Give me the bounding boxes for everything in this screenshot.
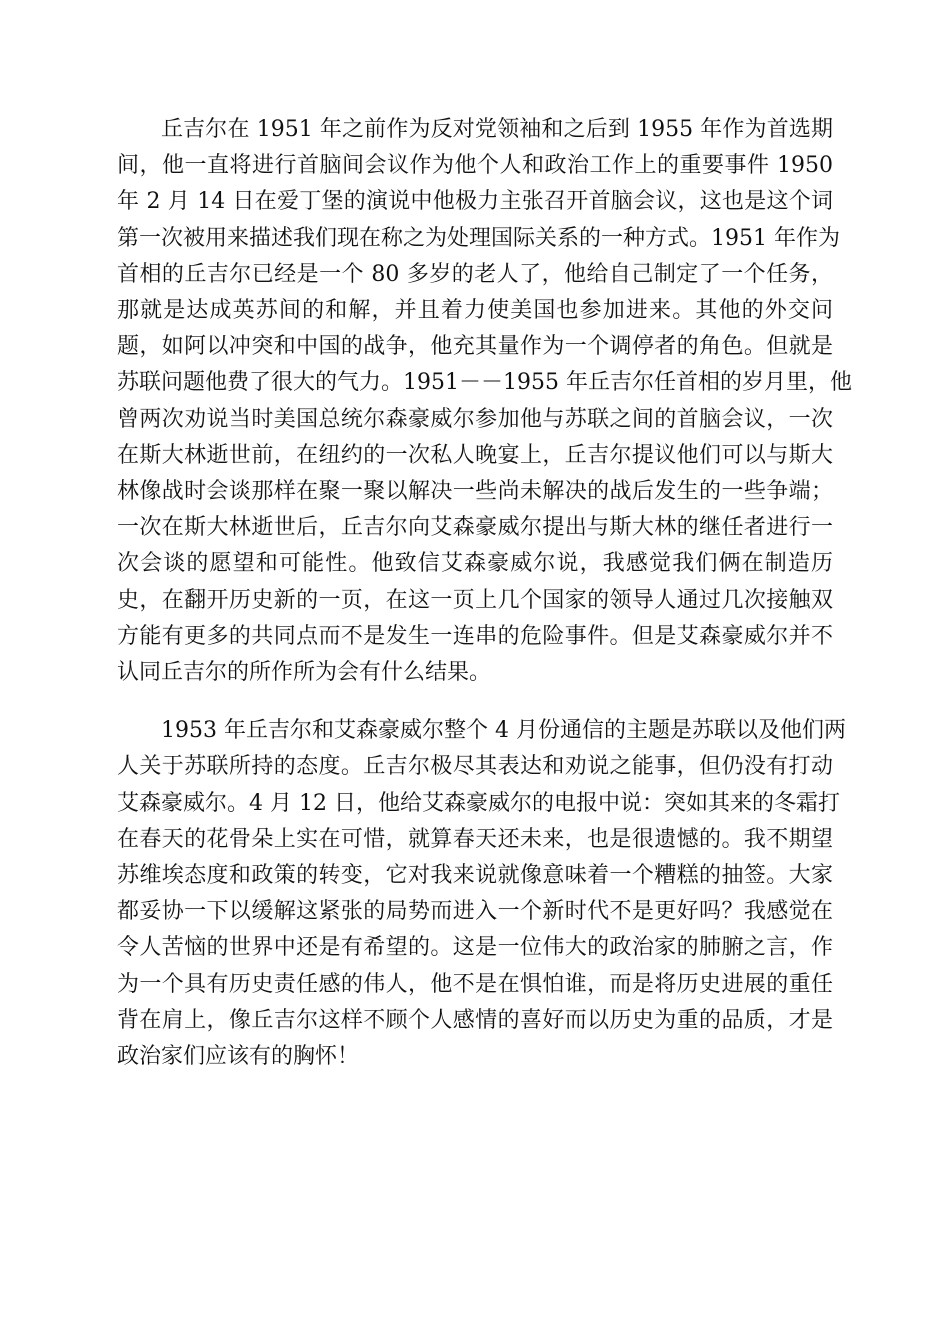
text-line: 首相的丘吉尔已经是一个 80 多岁的老人了，他给自己制定了一个任务，	[117, 261, 833, 287]
text-line: 1953 年丘吉尔和艾森豪威尔整个 4 月份通信的主题是苏联以及他们两	[161, 718, 846, 744]
text-line: 认同丘吉尔的所作所为会有什么结果。	[117, 660, 492, 686]
text-line: 在春天的花骨朵上实在可惜，就算春天还未来，也是很遗憾的。我不期望	[117, 826, 833, 852]
text-line: 一次在斯大林逝世后，丘吉尔向艾森豪威尔提出与斯大林的继任者进行一	[117, 515, 833, 541]
text-line: 间，他一直将进行首脑间会议作为他个人和政治工作上的重要事件 1950	[117, 153, 833, 179]
text-line: 曾两次劝说当时美国总统尔森豪威尔参加他与苏联之间的首脑会议，一次	[117, 406, 833, 432]
paragraph-2	[117, 713, 846, 1075]
text-line: 人关于苏联所持的态度。丘吉尔极尽其表达和劝说之能事，但仍没有打动	[117, 754, 833, 780]
text-line: 在斯大林逝世前，在纽约的一次私人晚宴上，丘吉尔提议他们可以与斯大	[117, 442, 833, 468]
text-line: 政治家们应该有的胸怀！	[117, 1044, 360, 1070]
text-line: 艾森豪威尔。4 月 12 日，他给艾森豪威尔的电报中说：突如其来的冬霜打	[117, 790, 840, 816]
text-line: 方能有更多的共同点而不是发生一连串的危险事件。但是艾森豪威尔并不	[117, 623, 833, 649]
text-line: 次会谈的愿望和可能性。他致信艾森豪威尔说，我感觉我们俩在制造历	[117, 551, 833, 577]
text-line: 年 2 月 14 日在爱丁堡的演说中他极力主张召开首脑会议，这也是这个词	[117, 189, 833, 215]
text-line: 林像战时会谈那样在聚一聚以解决一些尚未解决的战后发生的一些争端；	[117, 479, 833, 505]
text-line: 第一次被用来描述我们现在称之为处理国际关系的一种方式。1951 年作为	[117, 225, 840, 251]
text-line: 史，在翻开历史新的一页，在这一页上几个国家的领导人通过几次接触双	[117, 587, 833, 613]
text-line: 丘吉尔在 1951 年之前作为反对党领袖和之后到 1955 年作为首选期	[161, 117, 833, 142]
paragraph-1	[117, 112, 852, 691]
text-line: 都妥协一下以缓解这紧张的局势而进入一个新时代不是更好吗？我感觉在	[117, 899, 833, 925]
text-line: 为一个具有历史责任感的伟人，他不是在惧怕谁，而是将历史进展的重任	[117, 971, 833, 997]
text-line: 苏维埃态度和政策的转变，它对我来说就像意味着一个糟糕的抽签。大家	[117, 863, 833, 889]
text-line: 令人苦恼的世界中还是有希望的。这是一位伟大的政治家的肺腑之言，作	[117, 935, 833, 961]
document-body	[117, 112, 852, 1075]
text-line: 苏联问题他费了很大的气力。1951－－1955 年丘吉尔任首相的岁月里，他	[117, 370, 852, 396]
text-line: 题，如阿以冲突和中国的战争，他充其量作为一个调停者的角色。但就是	[117, 334, 833, 360]
text-line: 那就是达成英苏间的和解，并且着力使美国也参加进来。其他的外交问	[117, 298, 833, 324]
text-line: 背在肩上，像丘吉尔这样不顾个人感情的喜好而以历史为重的品质，才是	[117, 1007, 833, 1033]
